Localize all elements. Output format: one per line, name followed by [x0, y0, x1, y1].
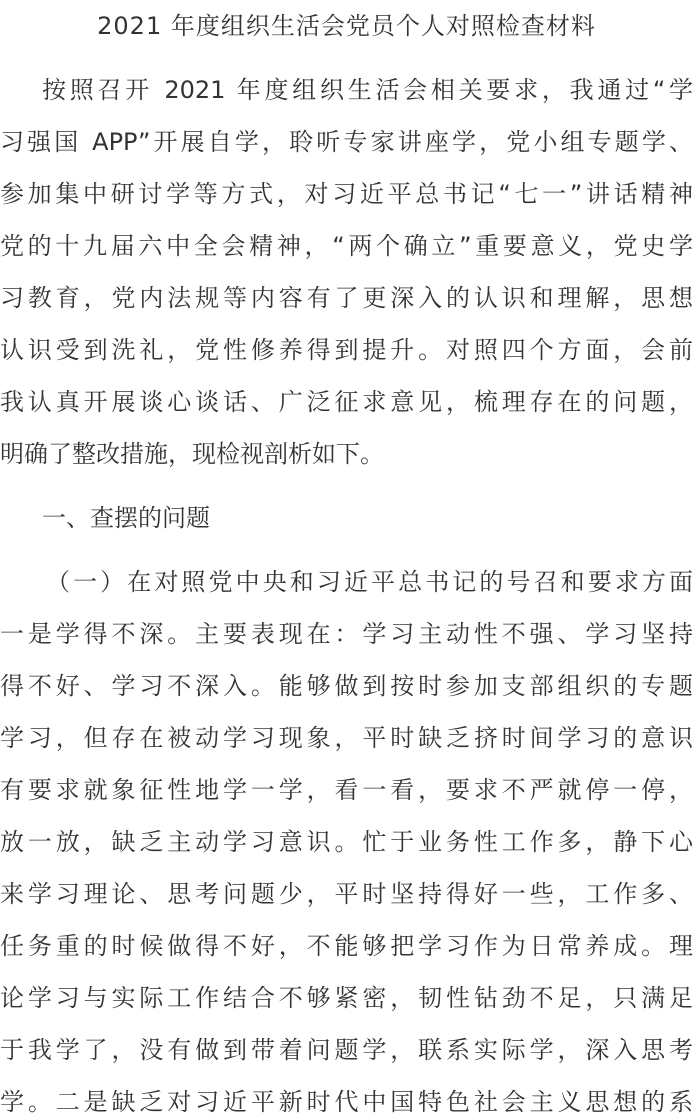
intro-line-5: 习教育，党内法规等内容有了更深入的认识和理解，思想 — [0, 284, 693, 312]
body-line-7: 来学习理论、思考问题少，平时坚持得好一些，工作多、 — [0, 880, 693, 908]
intro-line-4: 党的十九届六中全会精神，“两个确立”重要意义，党史学 — [0, 232, 693, 260]
body-line-9: 论学习与实际工作结合不够紧密，韧性钻劲不足，只满足 — [0, 984, 693, 1012]
section-heading: 一、查摆的问题 — [42, 504, 210, 532]
body-line-10: 于我学了，没有做到带着问题学，联系实际学，深入思考 — [0, 1036, 693, 1064]
intro-line-8: 明确了整改措施，现检视剖析如下。 — [0, 440, 384, 468]
document-title: 2021 年度组织生活会党员个人对照检查材料 — [97, 12, 596, 40]
body-line-2: 一是学得不深。主要表现在：学习主动性不强、学习坚持 — [0, 620, 693, 648]
body-line-1: （一）在对照党中央和习近平总书记的号召和要求方面 — [46, 568, 693, 596]
body-line-5: 有要求就象征性地学一学，看一看，要求不严就停一停， — [0, 776, 693, 804]
intro-line-6: 认识受到洗礼，党性修养得到提升。对照四个方面，会前 — [0, 336, 693, 364]
intro-line-3: 参加集中研讨学等方式，对习近平总书记“七一”讲话精神 — [0, 180, 693, 208]
intro-line-7: 我认真开展谈心谈话、广泛征求意见，梳理存在的问题， — [0, 388, 693, 416]
body-line-6: 放一放，缺乏主动学习意识。忙于业务性工作多，静下心 — [0, 828, 693, 856]
body-line-11: 学。二是缺乏对习近平新时代中国特色社会主义思想的系 — [0, 1088, 693, 1116]
intro-line-1: 按照召开 2021 年度组织生活会相关要求，我通过“学 — [42, 76, 693, 104]
body-line-3: 得不好、学习不深入。能够做到按时参加支部组织的专题 — [0, 672, 693, 700]
body-line-8: 任务重的时候做得不好，不能够把学习作为日常养成。理 — [0, 932, 693, 960]
body-line-4: 学习，但存在被动学习现象，平时缺乏挤时间学习的意识 — [0, 724, 693, 752]
intro-line-2: 习强国 APP”开展自学，聆听专家讲座学，党小组专题学、 — [0, 128, 693, 156]
